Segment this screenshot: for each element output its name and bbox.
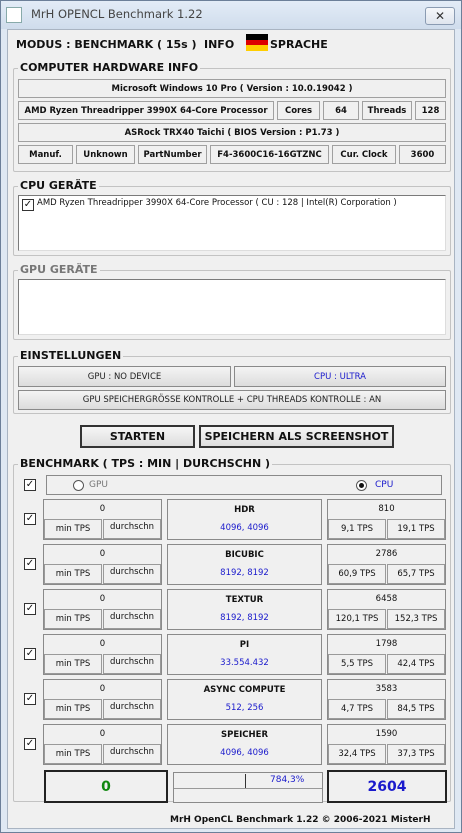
test-name: TEXTUR (225, 595, 264, 605)
row-checkbox[interactable]: ✓ (25, 558, 35, 569)
gpu-score: 0 (99, 504, 106, 514)
gpu-min-tps: min TPS (44, 699, 102, 719)
test-name-box (167, 589, 322, 630)
board-field: ASRock TRX40 Taichi ( BIOS Version : P1.73 ) (18, 123, 446, 142)
benchmark-title: BENCHMARK ( TPS : MIN | DURCHSCHN ) (20, 457, 271, 470)
cpu-min-tps: 32,4 TPS (328, 744, 386, 764)
cpu-avg-tps: 37,3 TPS (387, 744, 445, 764)
test-size: 4096, 4096 (220, 523, 269, 533)
partnumber-label: PartNumber (138, 145, 207, 164)
gpu-avg-tps: durchschn (103, 564, 161, 584)
gpu-score: 0 (99, 639, 106, 649)
memory-control-button[interactable]: GPU SPEICHERGRÖSSE KONTROLLE + CPU THREADS KONTROLLE : AN (18, 390, 446, 410)
window-title: MrH OPENCL Benchmark 1.22 (31, 7, 203, 21)
gpu-result-box (43, 589, 162, 630)
test-name-box (167, 679, 322, 720)
cpu-avg-tps: 42,4 TPS (387, 654, 445, 674)
gpu-result-box (43, 499, 162, 540)
cpu-avg-tps: 19,1 TPS (387, 519, 445, 539)
test-size: 4096, 4096 (220, 748, 269, 758)
client-area (7, 29, 455, 829)
cpu-result-box (327, 679, 446, 720)
test-name-box (167, 724, 322, 765)
gpu-device-list[interactable] (18, 279, 446, 335)
cores-label: Cores (277, 101, 320, 120)
language-label[interactable]: SPRACHE (270, 38, 328, 51)
cpu-result-box (327, 634, 446, 675)
hardware-info-group (13, 61, 451, 172)
select-all-checkbox[interactable]: ✓ (25, 479, 35, 490)
gpu-min-tps: min TPS (44, 654, 102, 674)
row-checkbox[interactable]: ✓ (25, 738, 35, 749)
cpu-radio[interactable] (356, 480, 367, 491)
cpu-result-box (327, 589, 446, 630)
gpu-score: 0 (99, 729, 106, 739)
test-size: 512, 256 (225, 703, 264, 713)
cpu-radio-label[interactable]: CPU (375, 480, 394, 490)
gpu-result-box (43, 634, 162, 675)
threads-value: 128 (415, 101, 446, 120)
os-field: Microsoft Windows 10 Pro ( Version : 10.0.19042 ) (18, 79, 446, 98)
info-link[interactable]: INFO (204, 38, 235, 51)
cpu-min-tps: 5,5 TPS (328, 654, 386, 674)
gpu-mode-button[interactable]: GPU : NO DEVICE (18, 366, 231, 387)
cpu-device-checkbox[interactable]: ✓ (23, 199, 33, 210)
row-checkbox[interactable]: ✓ (25, 513, 35, 524)
cpu-score: 6458 (375, 594, 398, 604)
hardware-info-title: COMPUTER HARDWARE INFO (20, 61, 199, 74)
threads-label: Threads (362, 101, 412, 120)
gpu-devices-title: GPU GERÄTE (20, 263, 98, 276)
gpu-avg-tps: durchschn (103, 609, 161, 629)
cpu-mode-button[interactable]: CPU : ULTRA (234, 366, 446, 387)
cpu-name-field: AMD Ryzen Threadripper 3990X 64-Core Processor (18, 101, 274, 120)
cpu-total-box (327, 770, 447, 803)
gpu-score: 0 (99, 594, 106, 604)
gpu-score: 0 (99, 549, 106, 559)
cpu-avg-tps: 65,7 TPS (387, 564, 445, 584)
gpu-result-box (43, 724, 162, 765)
clock-value: 3600 (399, 145, 446, 164)
cpu-total: 2604 (367, 778, 407, 795)
cpu-min-tps: 60,9 TPS (328, 564, 386, 584)
cpu-score: 2786 (375, 549, 398, 559)
title-bar (1, 1, 461, 29)
cpu-score: 3583 (375, 684, 398, 694)
cores-value: 64 (323, 101, 359, 120)
cpu-min-tps: 120,1 TPS (328, 609, 386, 629)
cpu-result-box (327, 499, 446, 540)
cpu-min-tps: 4,7 TPS (328, 699, 386, 719)
test-name: PI (239, 640, 250, 650)
partnumber-value: F4-3600C16-16GTZNC (210, 145, 329, 164)
settings-group (13, 349, 451, 414)
cpu-device-list[interactable] (18, 195, 446, 251)
gpu-min-tps: min TPS (44, 519, 102, 539)
test-name-box (167, 634, 322, 675)
percent-box (173, 772, 323, 803)
row-checkbox[interactable]: ✓ (25, 603, 35, 614)
cpu-score: 1798 (375, 639, 398, 649)
cpu-avg-tps: 152,3 TPS (387, 609, 445, 629)
percent-value: 784,3% (270, 775, 305, 785)
gpu-min-tps: min TPS (44, 744, 102, 764)
gpu-min-tps: min TPS (44, 564, 102, 584)
footer-copyright: MrH OpenCL Benchmark 1.22 © 2006-2021 MisterH (170, 815, 431, 825)
manuf-value: Unknown (76, 145, 135, 164)
gpu-devices-group (13, 263, 451, 340)
clock-label: Cur. Clock (332, 145, 396, 164)
row-checkbox[interactable]: ✓ (25, 693, 35, 704)
test-name-box (167, 544, 322, 585)
test-name-box (167, 499, 322, 540)
gpu-result-box (43, 679, 162, 720)
cpu-score: 810 (378, 504, 395, 514)
cpu-score: 1590 (375, 729, 398, 739)
cpu-avg-tps: 84,5 TPS (387, 699, 445, 719)
device-radio-box (46, 475, 442, 495)
cpu-device-label[interactable]: AMD Ryzen Threadripper 3990X 64-Core Processor ( CU : 128 | Intel(R) Corporation ) (37, 198, 397, 208)
gpu-avg-tps: durchschn (103, 699, 161, 719)
gpu-total: 0 (101, 778, 111, 795)
test-name: HDR (234, 505, 255, 515)
gpu-min-tps: min TPS (44, 609, 102, 629)
close-button[interactable]: ✕ (425, 7, 455, 25)
top-bar (8, 30, 454, 58)
gpu-avg-tps: durchschn (103, 654, 161, 674)
test-size: 8192, 8192 (220, 613, 269, 623)
cpu-min-tps: 9,1 TPS (328, 519, 386, 539)
start-button[interactable]: STARTEN (80, 425, 195, 448)
test-name: BICUBIC (225, 550, 264, 560)
gpu-avg-tps: durchschn (103, 519, 161, 539)
settings-title: EINSTELLUNGEN (20, 349, 122, 362)
mode-label: MODUS : BENCHMARK ( 15s ) (16, 38, 197, 51)
percent-bar-fill (175, 774, 246, 788)
cpu-devices-group (13, 179, 451, 256)
benchmark-group (13, 457, 451, 802)
test-size: 33.554.432 (220, 658, 269, 668)
gpu-radio[interactable] (73, 480, 84, 491)
cpu-result-box (327, 724, 446, 765)
german-flag-icon[interactable] (246, 34, 268, 51)
gpu-score: 0 (99, 684, 106, 694)
cpu-devices-title: CPU GERÄTE (20, 179, 97, 192)
row-checkbox[interactable]: ✓ (25, 648, 35, 659)
manuf-label: Manuf. (18, 145, 73, 164)
gpu-radio-label[interactable]: GPU (89, 480, 108, 490)
gpu-total-box (44, 770, 168, 803)
gpu-avg-tps: durchschn (103, 744, 161, 764)
cpu-result-box (327, 544, 446, 585)
gpu-result-box (43, 544, 162, 585)
save-screenshot-button[interactable]: SPEICHERN ALS SCREENSHOT (199, 425, 394, 448)
test-size: 8192, 8192 (220, 568, 269, 578)
test-name: SPEICHER (220, 730, 269, 740)
app-icon (6, 7, 22, 23)
test-name: ASYNC COMPUTE (203, 685, 286, 695)
